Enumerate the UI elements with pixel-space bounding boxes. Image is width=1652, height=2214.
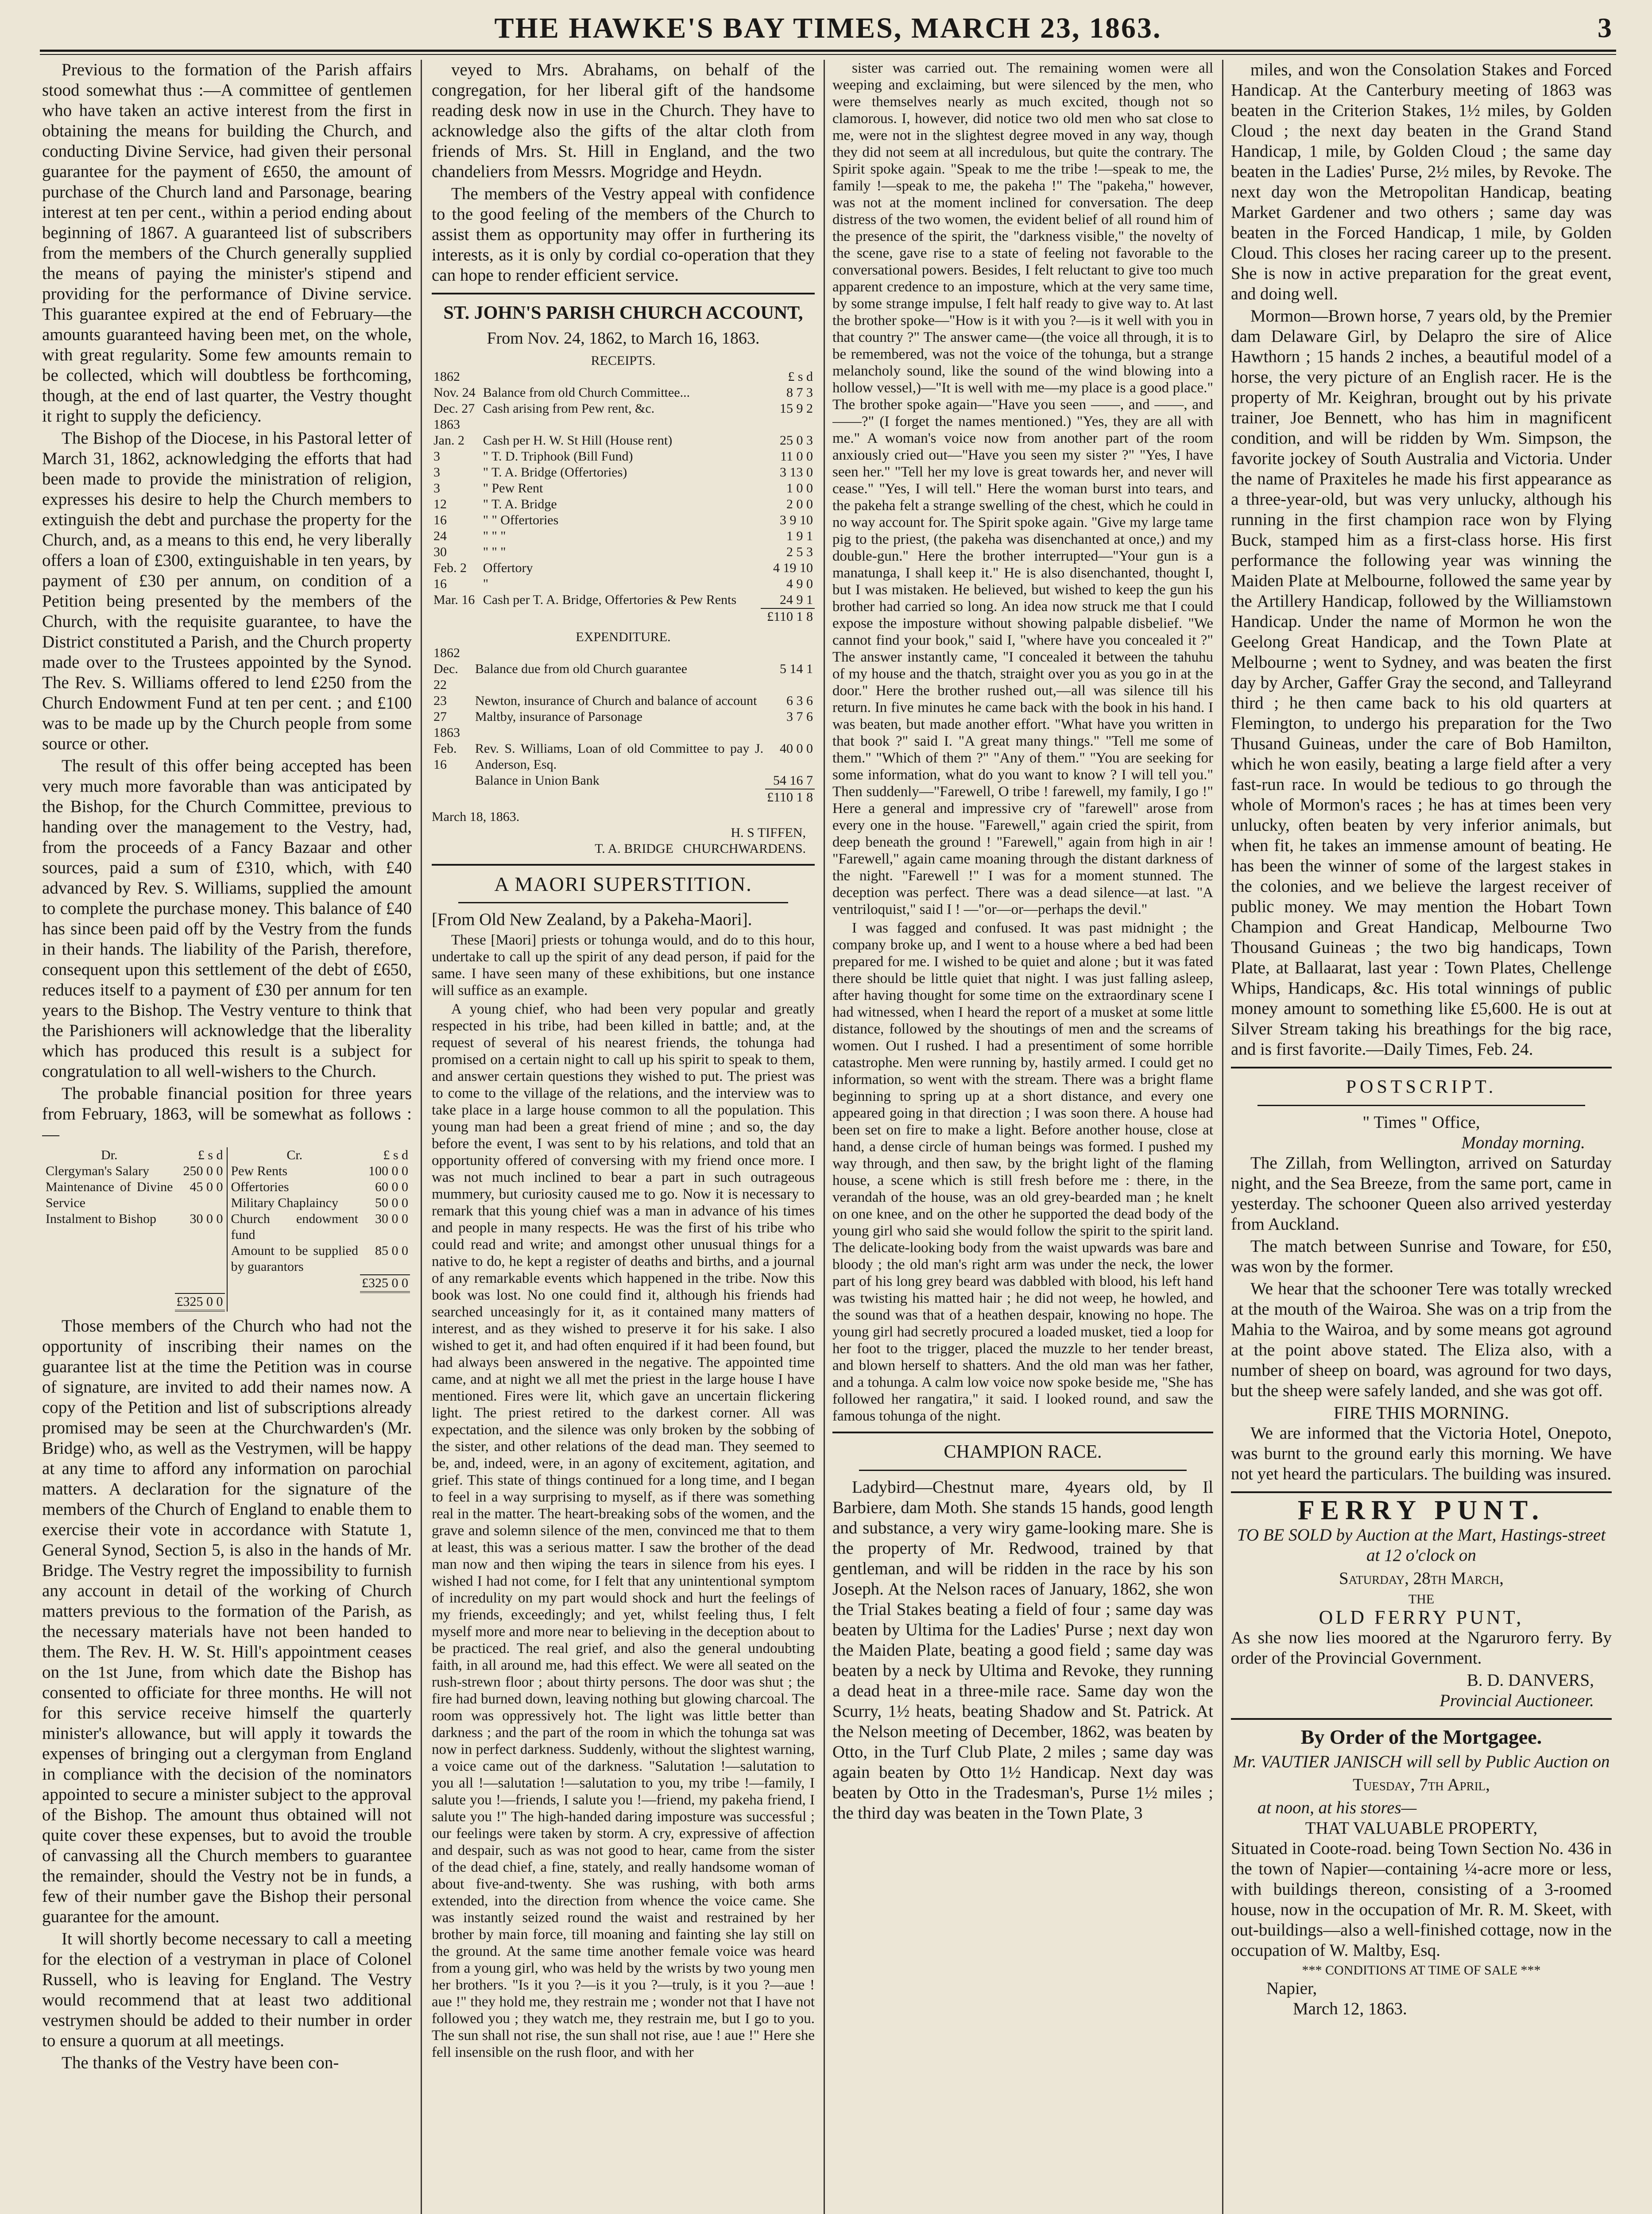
table-cell: 25 0 3 bbox=[780, 433, 813, 448]
table-cell: 1 0 0 bbox=[786, 481, 813, 495]
table-cell: " Pew Rent bbox=[483, 481, 543, 495]
page-number: 3 bbox=[1598, 12, 1612, 43]
table-cell: 3 bbox=[433, 481, 440, 495]
lsd-header: £ s d bbox=[383, 1148, 408, 1162]
article-paragraph: The Zillah, from Wellington, arrived on Saturday night, and the Sea Breeze, from the same port, came in yesterday. The schooner Queen also arrived yesterday from Auckland. bbox=[1231, 1153, 1612, 1234]
table-total: £325 0 0 bbox=[360, 1275, 410, 1292]
table-cell: 250 0 0 bbox=[183, 1164, 223, 1178]
article-paragraph: A young chief, who had been very popular and greatly respected in his tribe, had been killed in battle; and, at the request of several of his nearest friends, the tohunga had promised on a certain night to call up his spirit to speak to them, and answer certain questions they wished to put. The priest was to come to the village of the relations, and the interview was to take place in a large house common to all the population. This young man had been a great friend of mine ; and so, the day before the event, I was sent to by his relations, and told that an opportunity offered of conversing with my friend once more. I was not much inclined to bear a part in such outrageous mummery, but curiosity caused me to go. Now it is necessary to remark that this young chief was a man in advance of his times and people in many respects. He was the first of his tribe who could read and write; and amongst other unusual things for a native to do, he kept a register of deaths and births, and a journal of any remarkable events which happened in the tribe. Now this book was lost. No one could find it, although his friends had searched unceasingly for it, as it contained many matters of interest, and as they wished to preserve it for his sake. I also wished to get it, and had often enquired if it had been found, but had always been answered in the negative. The appointed time came, and at night we all met the priest in the large house I have mentioned. Fires were lit, which gave an uncertain flickering light. The priest retired to the darkest corner. All was expectation, and the silence was only broken by the sobbing of the sister, and other relations of the dead man. They seemed to be, and, indeed, were, in an agony of excitement, agitation, and grief. This state of things continued for a long time, and I began to feel in a way surprising to myself, as if there was something real in the matter. The heart-breaking sobs of the women, and the grave and solemn silence of the men, convinced me that to them at least, this was a serious matter. I saw the brother of the dead man now and then wiping the tears in silence from his eyes. I wished I had not come, for I felt that any unintentional symptom of incredulity on my part would shock and hurt the feelings of my friends, exceedingly; and yet, whilst feeling thus, I felt myself more and more near to believing in the deception about to be practiced. The real grief, and also the general undoubting faith, in all around me, had this effect. We were all seated on the rush-strewn floor ; about thirty persons. The door was shut ; the fire had burned down, leaving nothing but glowing charcoal. The room was oppressively hot. The light was little better than darkness ; and the part of the room in which the tohunga sat was now in perfect darkness. Suddenly, without the slightest warning, a voice came out of the darkness. "Salutation !—salutation to you all !—salutation !—salutation to you, my tribe !—family, I salute you !—friends, I salute you !—friend, my pakeha friend, I salute you !" The high-handed daring imposture was successful ; our feelings were taken by storm. A cry, expressive of affection and despair, such as was not good to hear, came from the sister of the dead chief, a fine, stately, and really handsome woman of about five-and-twenty. She was rushing, with both arms extended, into the direction from whence the voice came. She was instantly seized round the waist and restrained by her brother by main force, till moaning and fainting she lay still on the ground. At the same time another female voice was heard from a young girl, who was held by the wrists by two young men her brothers. "Is it you ?—is it you ?—truly, is it you ?—aue ! aue !" they hold me, they restrain me ; wonder not that I have not followed you ; they watch me, they restrain me, but I go to you. The sun shall not rise, the sun shall not rise, aue ! aue !" Here she fell insensible on the rush floor, and with her bbox=[432, 1001, 815, 2060]
ad-text: Mr. VAUTIER JANISCH will sell by Public Auction on bbox=[1233, 1752, 1610, 1771]
table-cell: 12 bbox=[433, 497, 447, 511]
article-source: [From Old New Zealand, by a Pakeha-Maori]. bbox=[432, 910, 752, 929]
table-row bbox=[432, 741, 815, 773]
dr-header: Dr. bbox=[101, 1148, 118, 1162]
table-cell: Cash arising from Pew rent, &c. bbox=[483, 401, 655, 416]
section-rule bbox=[432, 864, 815, 866]
table-cell: Offertories bbox=[231, 1180, 289, 1194]
table-cell bbox=[44, 1293, 175, 1311]
section-rule bbox=[1231, 1067, 1612, 1068]
ad-date: Saturday, 28th March, bbox=[1339, 1569, 1504, 1588]
heading-rule bbox=[859, 1470, 1187, 1471]
table-row bbox=[432, 480, 815, 496]
ad-text: THE bbox=[1408, 1592, 1435, 1606]
table-cell: 23 bbox=[433, 693, 447, 708]
table-row bbox=[432, 544, 815, 560]
table-cell: " T. D. Triphook (Bill Fund) bbox=[483, 449, 633, 464]
table-cell: £ s d bbox=[788, 369, 813, 384]
table-row bbox=[432, 417, 815, 433]
table-cell bbox=[473, 645, 765, 661]
table-row bbox=[432, 496, 815, 512]
receipts-label: RECEIPTS. bbox=[591, 353, 656, 368]
heading-rule bbox=[1257, 1105, 1585, 1106]
account-date: March 18, 1863. bbox=[432, 809, 520, 824]
table-cell: 27 bbox=[433, 709, 447, 724]
table-row bbox=[432, 661, 815, 693]
table-cell: Amount to be supplied by guarantors bbox=[231, 1243, 358, 1274]
table-cell: Church endowment fund bbox=[231, 1212, 358, 1242]
table-cell: Balance from old Church Committee... bbox=[483, 385, 690, 400]
table-cell: 30 0 0 bbox=[190, 1212, 223, 1226]
table-cell: Offertory bbox=[483, 561, 533, 575]
article-paragraph: I was fagged and confused. It was past midnight ; the company broke up, and I went to a house where a bed had been prepared for me. I wished to be quiet and alone ; but it was fated there should be little quiet that night. I was just falling asleep, after having thought for some time on the extraordinary scene I had witnessed, when I heard the report of a musket at some little distance, followed by the shoutings of men and the screams of women. Out I rushed. I had a presentiment of some horrible catastrophe. Men were running by, hastily armed. I could get no information, so went with the stream. There was a bright flame beginning to spring up at a short distance, and every one appeared going in that direction ; I was soon there. A house had been set on fire to make a light. Before another house, close at hand, a dense circle of human beings was formed. I pushed my way through, and then saw, by the bright light of the flaming house, a scene which is still fresh before me : there, in the verandah of the house, was an old grey-bearded man ; he knelt on one knee, and on the other he supported the dead body of the young girl who said she would follow the spirit to the spirit land. The delicate-looking body from the waist upwards was bare and bloody ; the old man's right arm was under the neck, the lower part of his long grey beard was dabbled with blood, his left hand was twisting his matted hair ; he did not weep, he howled, and the sound was that of a heathen despair, knowing no hope. The young girl had secretly procured a loaded musket, tied a loop for her foot to the trigger, placed the muzzle to her tender breast, and blown herself to shatters. And the old man was her father, and a tohunga. A calm low voice now spoke beside me, "She has followed her rangatira," it said. I looked round, and saw the famous tohunga of the night. bbox=[832, 920, 1213, 1424]
column-4 bbox=[1231, 60, 1612, 2214]
table-row bbox=[432, 725, 815, 741]
table-cell: Instalment to Bishop bbox=[46, 1212, 156, 1226]
ad-subject: THAT VALUABLE PROPERTY, bbox=[1305, 1819, 1538, 1838]
table-cell: Nov. 24 bbox=[433, 385, 476, 400]
table-cell: 24 9 1 bbox=[780, 592, 813, 607]
table-cell bbox=[765, 725, 815, 741]
table-cell: 3 bbox=[433, 449, 440, 464]
expenditure-table bbox=[432, 645, 815, 805]
ad-conditions: *** CONDITIONS AT TIME OF SALE *** bbox=[1302, 1963, 1541, 1978]
signature-name: T. A. BRIDGE bbox=[595, 841, 673, 856]
article-paragraph: Mormon—Brown horse, 7 years old, by the Premier dam Delaware Girl, by Delapro the sire of Alice Hawthorn ; 15 hands 2 inches, a beautiful model of a horse, the very picture of an English racer. He is the property of Mr. Keighran, brought out by his private trainer, Joe Bennett, who has him in magnificent condition, and will be ridden by Wm. Simpson, the favorite jockey of South Australia and Victoria. Under the name of Praxiteles he made his first appearance as a three-year-old, but was very unlucky, although his running in the first champion race won by Flying Buck, stamped him as a first-class horse. His first performance the following year was winning the Maiden Plate at Melbourne, followed the same year by the Artillery Handicap, followed by the Williamstown Handicap. Under the name of Mormon he won the Geelong Great Handicap, and the Town Plate at Melbourne ; went to Sydney, and was beaten the first day by Archer, Gaffer Gray the second, and Talleyrand third ; he then came back to his old quarters at Flemington, to undergo his preparation for the Two Thusand Guineas, under the care of Bob Hamilton, which he won easily, beating a large field after a very fast-run race. In would be tedious to go through the whole of Mormon's races ; he has at times been very unlucky, often beaten by very inferior animals, but when fit, he takes an immense amount of beating. He has been the winner of some of the largest stakes in the colonies, and we believe the largest receiver of public money. We may mention the Hobart Town Champion and Great Handicap, Melbourne Two Thousand Guineas ; the two big handicaps, Town Plate, at Ballaarat, last year : Town Plates, Chellenge Whips, Handicaps, &c. His total winnings of public money amount to something like £5,600. He is out at Silver Stream taking his breathings for the big race, and is first favorite.—Daily Times, Feb. 24. bbox=[1231, 306, 1612, 1059]
table-cell bbox=[175, 1227, 225, 1293]
table-cell: 45 0 0 bbox=[190, 1180, 223, 1194]
table-row bbox=[432, 385, 815, 401]
masthead-rule bbox=[40, 50, 1616, 52]
ad-text: at noon, at his stores— bbox=[1257, 1798, 1417, 1817]
article-paragraph: Ladybird—Chestnut mare, 4years old, by Il Barbiere, dam Moth. She stands 15 hands, good length and substance, a very wiry game-looking mare. She is the property of Mr. Redwood, trained by that gentleman, and will be ridden in the race by his son Joseph. At the Nelson races of January, 1862, she won the Trial Stakes beating a field of four ; same day was beaten by Ultima for the Ladies' Purse ; next day won the Maiden Plate, beating a good field ; same day was beaten by a neck by Ultima and Revoke, they running a dead heat in a three-mile race. Same day won the Scurry, 1½ heats, beating Shadow and St. Patrick. At the Nelson meeting of December, 1862, was beaten by Otto, in the Turf Club Plate, 2 miles ; same day was again beaten by Otto 1½ Handicap. Next day was beaten by Otto in the Tradesman's, Purse 1½ miles ; the third day was beaten in the Town Plate, 3 bbox=[832, 1478, 1213, 1823]
table-cell: " T. A. Bridge (Offertories) bbox=[483, 465, 627, 480]
ad-signature: B. D. DANVERS, bbox=[1466, 1671, 1594, 1690]
table-cell bbox=[432, 773, 473, 789]
table-cell: 3 9 10 bbox=[780, 513, 813, 527]
table-cell: 60 0 0 bbox=[375, 1180, 408, 1194]
column-divider bbox=[1222, 60, 1223, 2214]
article-paragraph: The result of this offer being accepted has been very much more favorable than was anticipated by the Bishop, for the Church Committee, previous to handing over the management to the Vestry, had, from the proceeds of a Fancy Bazaar and other sources, paid a sum of £310, which, with £40 advanced by Rev. S. Williams, supplied the amount to complete the purchase money. This balance of £40 has since been paid off by the Vestry from the funds in their hands. The liability of the Parish, therefore, consequent upon this settlement of the debt of £650, reduces itself to a payment of £30 per annum for ten years to the Bishop. The Vestry venture to think that the Parishioners will acknowledge that the liberality which has produced this result is a subject for congratulation to all well-wishers to the Church. bbox=[42, 756, 412, 1081]
article-paragraph: Previous to the formation of the Parish affairs stood somewhat thus :—A committee of gentlemen who have taken an active interest from the first in obtaining the means for building the Church, and conducting Divine Service, had given their personal guarantee for the payment of £650, the amount of purchase of the Church land and Parsonage, bearing interest at ten per cent., within a period ending about beginning of 1867. A guaranteed list of subscribers from the members of the Church generally supplied the means of paying the minister's stipend and providing for the performance of Divine service. This guarantee expired at the end of February—the amounts guaranteed having been met, on the whole, with great regularity. Some few amounts remain to be collected, which will doubtless be forthcoming, though, at the end of last quarter, the Vestry thought it right to supply the deficiency. bbox=[42, 60, 412, 426]
section-rule bbox=[1231, 1491, 1612, 1493]
section-rule bbox=[432, 293, 815, 294]
table-cell: Rev. S. Williams, Loan of old Committee to pay J. Anderson, Esq. bbox=[475, 741, 764, 772]
table-cell: 3 bbox=[433, 465, 440, 480]
table-cell bbox=[481, 608, 761, 625]
table-cell: 8 7 3 bbox=[786, 385, 813, 400]
table-cell bbox=[765, 645, 815, 661]
lsd-header: £ s d bbox=[197, 1148, 223, 1162]
receipts-table bbox=[432, 369, 815, 625]
table-cell: " " " bbox=[483, 545, 506, 559]
heading-rule bbox=[458, 902, 788, 903]
page-title: THE HAWKE'S BAY TIMES, MARCH 23, 1863. bbox=[494, 12, 1162, 44]
table-cell bbox=[432, 789, 473, 805]
table-cell bbox=[473, 725, 765, 741]
table-cell: 15 9 2 bbox=[780, 401, 813, 416]
table-cell bbox=[761, 417, 815, 433]
table-cell: Clergyman's Salary bbox=[46, 1164, 149, 1178]
table-cell: Newton, insurance of Church and balance of account bbox=[475, 693, 757, 708]
expenditure-total: £110 1 8 bbox=[765, 789, 815, 805]
table-row bbox=[432, 645, 815, 661]
column-2 bbox=[432, 60, 815, 2214]
table-cell: 2 5 3 bbox=[786, 545, 813, 559]
table-row bbox=[432, 789, 815, 805]
table-row bbox=[432, 464, 815, 480]
table-cell: Dec. 22 bbox=[433, 662, 458, 692]
table-cell: 4 9 0 bbox=[786, 577, 813, 591]
table-cell bbox=[481, 417, 761, 433]
table-cell: Maltby, insurance of Parsonage bbox=[475, 709, 642, 724]
ad-signature-role: Provincial Auctioneer. bbox=[1439, 1691, 1594, 1710]
table-cell bbox=[44, 1227, 175, 1293]
table-row bbox=[432, 449, 815, 464]
table-row bbox=[432, 592, 815, 608]
table-cell: 16 bbox=[433, 577, 447, 591]
table-row bbox=[432, 433, 815, 449]
table-cell: 3 13 0 bbox=[780, 465, 813, 480]
column-divider bbox=[421, 60, 422, 2214]
article-heading: A MAORI SUPERSTITION. bbox=[494, 873, 752, 895]
table-cell: 16 bbox=[433, 513, 447, 527]
column-1 bbox=[42, 60, 412, 2214]
table-cell: Cash per H. W. St Hill (House rent) bbox=[483, 433, 673, 448]
table-cell: 1862 bbox=[433, 369, 460, 384]
article-paragraph: The match between Sunrise and Toware, for £50, was won by the former. bbox=[1231, 1237, 1612, 1276]
table-row bbox=[432, 528, 815, 544]
table-row bbox=[432, 369, 815, 385]
office-line: Monday morning. bbox=[1461, 1133, 1585, 1152]
table-total: £325 0 0 bbox=[175, 1293, 225, 1311]
article-heading: POSTSCRIPT. bbox=[1346, 1077, 1497, 1097]
table-cell: Jan. 2 bbox=[433, 433, 464, 448]
masthead-rule-thin bbox=[40, 54, 1616, 55]
signatures bbox=[432, 825, 815, 857]
table-cell: " " Offertories bbox=[483, 513, 559, 527]
table-cell: 40 0 0 bbox=[780, 741, 813, 756]
table-cell: 30 0 0 bbox=[375, 1212, 408, 1226]
table-cell: Feb. 2 bbox=[433, 561, 467, 575]
column-3 bbox=[832, 60, 1213, 2214]
article-paragraph: The Bishop of the Diocese, in his Pastoral letter of March 31, 1862, acknowledging the efforts that had been made to provide the ministration of religion, expresses his desire to help the Church members to extinguish the debt and purchase the property for the Church, and, as a means to this end, he very liberally offers a loan of £300, extinguishable in ten years, by payment of £30 per annum, on condition of a Petition being presented by the members of the Church, with the requisite guarantee, to have the District constituted a Parish, and the Church property made over to the Trustees appointed by the Synod. The Rev. S. Williams offered to lend £250 from the Church Endowment Fund at ten per cent. ; and £100 was to be made up by the Church people from some source or other. bbox=[42, 429, 412, 753]
ad-text: Situated in Coote-road. being Town Section No. 436 in the town of Napier—containing ¼-acre more or less, with buildings thereon, consisting of a 3-roomed house, now in the occupation of Mr. R. M. Skeet, with out-buildings—also a well-finished cottage, now in the occupation of W. Maltby, Esq. bbox=[1231, 1839, 1612, 1960]
table-cell: 100 0 0 bbox=[368, 1164, 408, 1178]
table-cell: 1 9 1 bbox=[786, 529, 813, 543]
table-cell: 2 0 0 bbox=[786, 497, 813, 511]
table-cell: Dec. 27 bbox=[433, 401, 475, 416]
table-cell: 4 19 10 bbox=[773, 561, 813, 575]
table-cell: Balance due from old Church guarantee bbox=[475, 662, 688, 676]
table-cell: 1863 bbox=[433, 725, 460, 740]
table-row bbox=[432, 560, 815, 576]
section-rule bbox=[1231, 1718, 1612, 1720]
article-heading: CHAMPION RACE. bbox=[944, 1442, 1102, 1462]
table-row bbox=[432, 608, 815, 625]
article-paragraph: veyed to Mrs. Abrahams, on behalf of the congregation, for her liberal gift of the handsome reading desk now in use in the Church. They have to acknowledge also the gifts of the altar cloth from friends of Mrs. St. Hill in England, and the two chandeliers from Messrs. Mogridge and Heydn. bbox=[432, 60, 815, 181]
article-paragraph: The members of the Vestry appeal with confidence to the good feeling of the members of the Church to assist them as opportunity may offer in furthering its interests, as it is only by cordial co-operation that they can hope to render efficient service. bbox=[432, 184, 815, 285]
ad-text: As she now lies moored at the Ngaruroro ferry. By order of the Provincial Government. bbox=[1231, 1628, 1612, 1668]
receipts-total: £110 1 8 bbox=[761, 608, 815, 625]
ad-title: FERRY PUNT. bbox=[1297, 1495, 1545, 1525]
ad-date: Tuesday, 7th April, bbox=[1353, 1775, 1490, 1794]
table-cell: 5 14 1 bbox=[780, 662, 813, 676]
table-cell: Pew Rents bbox=[231, 1164, 287, 1178]
table-cell: 1862 bbox=[433, 646, 460, 660]
table-row bbox=[432, 576, 815, 592]
table-cell: Balance in Union Bank bbox=[475, 773, 600, 788]
article-paragraph: These [Maori] priests or tohunga would, and do to this hour, undertake to call up the spirit of any dead person, if paid for the same. I have seen many of these exhibitions, but one instance will suffice as an example. bbox=[432, 932, 815, 999]
article-paragraph: We are informed that the Victoria Hotel, Onepoto, was burnt to the ground early this morning. We have not yet heard the particulars. The building was insured. bbox=[1231, 1424, 1612, 1483]
table-row bbox=[432, 693, 815, 709]
ad-subject: OLD FERRY PUNT, bbox=[1319, 1606, 1524, 1628]
table-cell: 30 bbox=[433, 545, 447, 559]
ad-place: Napier, bbox=[1266, 1979, 1317, 1998]
article-paragraph: Those members of the Church who had not the opportunity of inscribing their names on the guarantee list at the time the Petition was in course of signature, are invited to add their names now. A copy of the Petition and list of subscriptions already promised may be seen at the Churchwarden's (Mr. Bridge) who, as well as the Vestrymen, will be happy at any time to afford any information on parochial matters. A declaration for the signature of the members of the Church of England to enable them to exercise their vote in accordance with Statute 1, General Synod, Section 5, is also in the hands of Mr. Bridge. The Vestry regret the impossibility to furnish any account in detail of the working of Church matters previous to the formation of the Parish, as the necessary materials have not been handed to them. The Rev. H. W. St. Hill's appointment ceases on the 1st June, from which date the Bishop has consented to officiate for three months. He will not for this service receive himself the quarterly minister's allowance, but will apply it towards the expenses of bringing out a clergyman from England in compliance with the decision of the nominators appointed to secure a minister subject to the approval of the Bishop. The amount thus obtained will not quite cover these expenses, but to avoid the trouble of canvassing all the Church members to guarantee the remainder, should the Vestry not be in funds, a few of their number gave the Bishop their personal guarantee for the amount. bbox=[42, 1316, 412, 1926]
table-cell: 50 0 0 bbox=[375, 1196, 408, 1210]
table-cell: Feb. 16 bbox=[433, 741, 457, 772]
financial-table bbox=[42, 1147, 412, 1312]
table-cell: 85 0 0 bbox=[375, 1243, 408, 1258]
office-line: " Times " Office, bbox=[1362, 1113, 1480, 1132]
table-row bbox=[432, 512, 815, 528]
article-paragraph: It will shortly become necessary to call a meeting for the election of a vestryman in place of Colonel Russell, who is leaving for England. The Vestry would recommend that at least two additional vestrymen should be added to their number in order to ensure a quorum at all meetings. bbox=[42, 1929, 412, 2050]
table-row bbox=[432, 773, 815, 789]
table-row bbox=[432, 709, 815, 725]
table-cell: Military Chaplaincy bbox=[231, 1196, 338, 1210]
table-cell: 54 16 7 bbox=[773, 773, 813, 788]
signature-role: CHURCHWARDENS. bbox=[683, 841, 806, 856]
table-row bbox=[432, 401, 815, 417]
table-cell: 11 0 0 bbox=[780, 449, 813, 464]
table-cell: 1863 bbox=[433, 417, 460, 432]
account-title: ST. JOHN'S PARISH CHURCH ACCOUNT, bbox=[443, 303, 803, 323]
table-cell: 6 3 6 bbox=[786, 693, 813, 708]
table-cell bbox=[473, 789, 765, 805]
article-paragraph: miles, and won the Consolation Stakes and Forced Handicap. At the Canterbury meeting of 1863 was beaten in the Criterion Stakes, 1½ miles, by Golden Cloud ; the next day beaten in the Grand Stand Handicap, 1 mile, by Golden Cloud ; the same day beaten in the Ladies' Purse, 2½ miles, by Revoke. The next day won the Metropolitan Handicap, beating Market Gardener and two others ; same day was beaten in the Forced Handicap, 1 mile, by Golden Cloud. This closes her racing career up to the present. She is now in active preparation for the great event, and doing well. bbox=[1231, 60, 1612, 303]
cr-header: Cr. bbox=[286, 1148, 303, 1162]
expenditure-label: EXPENDITURE. bbox=[576, 630, 671, 644]
article-paragraph: sister was carried out. The remaining women were all weeping and exclaiming, but were silenced by the men, who were themselves nearly as much excited, though not so clamorous. I, however, did notice two old men who sat close to me, were not in the slightest degree moved in any way, though they did not seem at all incredulous, but quite the contrary. The Spirit spoke again. "Speak to me the tribe !—speak to me, the family !—speak to me, the pakeha !" The "pakeha," however, was not at the moment inclined for conversation. The deep distress of the two women, the evident belief of all round him of the presence of the spirit, the "darkness visible," the novelty of the scene, gave rise to a state of feeling not favorable to the conversational powers. Besides, I felt reluctant to give too much apparent credence to an imposture, which at the very same time, by some strange impulse, I felt half ready to give way to. At last the brother spoke—"How is it with you ?—is it well with you in that country ?" The answer came—(the voice all through, it is to be remembered, was not the voice of the tohunga, but a strange melancholy sound, like the sound of the wind blowing into a hollow vessel,)—"It is well with me—my place is a good place." The brother spoke again—"Have you seen ——, and ——, and ——?" (I forget the names mentioned.) "Yes, they are all with me." A woman's voice now from another part of the room anxiously cried out—"Have you seen my sister ?" "Yes, I have seen her." "Tell her my love is great towards her, and never will cease." "Yes, I will tell." Here the woman burst into tears, and the pakeha felt a strange swelling of the chest, which he could in no way account for. The Spirit spoke again. "Give my large tame pig to the priest, (the pakeha was disenchanted at once,) and my double-gun." Here the brother interrupted—"Your gun is a manatunga, I shall keep it." He is also disenchanted, thought I, but I was mistaken. He believed, but wished to keep the gun his brother had carried so long. An idea now struck me that I could expose the imposture without showing palpable disbelief. "We cannot find your book," said I, "where have you concealed it ?" The answer instantly came, "I concealed it between the tahuhu of my house and the thatch, straight over you as you go in at the door." Here the brother rushed out,—all was silence till his return. In five minutes he came back with the book in his hand. I was beaten, but made another effort. "What have you written in that book ?" said I. "A great many things." "Tell me some of them." "Which of them ?" "Any of them." "You are seeking for some information, what do you want to know ? I will tell you." Then suddenly—"Farewell, O tribe ! farewell, my family, I go !" Here a general and impressive cry of "farewell" arose from every one in the house. "Farewell," again cried the spirit, from deep beneath the ground ! "Farewell," again from high in air ! "Farewell," again came moaning through the distant darkness of the night. "Farewell !" I was for a moment stunned. The deception was perfect. There was a dead silence—at last. "A ventriloquist," said I ! —"or—or—perhaps the devil." bbox=[832, 60, 1213, 917]
table-cell: Maintenance of Divine Service bbox=[46, 1180, 173, 1210]
signature-name: H. S TIFFEN, bbox=[731, 825, 806, 840]
table-cell: " T. A. Bridge bbox=[483, 497, 557, 511]
ad-date: March 12, 1863. bbox=[1293, 1999, 1407, 2018]
table-cell: Mar. 16 bbox=[433, 592, 475, 607]
ad-title: By Order of the Mortgagee. bbox=[1300, 1726, 1542, 1748]
article-paragraph: We hear that the schooner Tere was totally wrecked at the mouth of the Wairoa. She was on a trip from the Mahia to the Wairoa, and by some means got aground at the point above stated. The Eliza also, with a number of sheep on board, was aground for two days, but the sheep were safely landed, and she was got off. bbox=[1231, 1279, 1612, 1400]
article-paragraph: The probable financial position for three years from February, 1863, will be somewhat as follows :— bbox=[42, 1084, 412, 1144]
table-cell bbox=[229, 1275, 360, 1292]
table-cell bbox=[432, 608, 481, 625]
account-subtitle: From Nov. 24, 1862, to March 16, 1863. bbox=[487, 329, 760, 348]
column-divider bbox=[824, 60, 825, 2214]
table-cell: " " " bbox=[483, 529, 506, 543]
article-paragraph: The thanks of the Vestry have been con- bbox=[62, 2053, 339, 2072]
ad-text: TO BE SOLD by Auction at the Mart, Hastings-street at 12 o'clock on bbox=[1237, 1525, 1606, 1565]
table-cell: 3 7 6 bbox=[786, 709, 813, 724]
table-cell: " bbox=[483, 577, 488, 591]
table-cell bbox=[481, 369, 761, 385]
table-cell: 24 bbox=[433, 529, 447, 543]
section-rule bbox=[832, 1432, 1213, 1433]
article-heading: FIRE THIS MORNING. bbox=[1334, 1403, 1509, 1423]
table-cell: Cash per T. A. Bridge, Offertories & Pew Rents bbox=[483, 592, 737, 607]
masthead bbox=[40, 8, 1616, 48]
